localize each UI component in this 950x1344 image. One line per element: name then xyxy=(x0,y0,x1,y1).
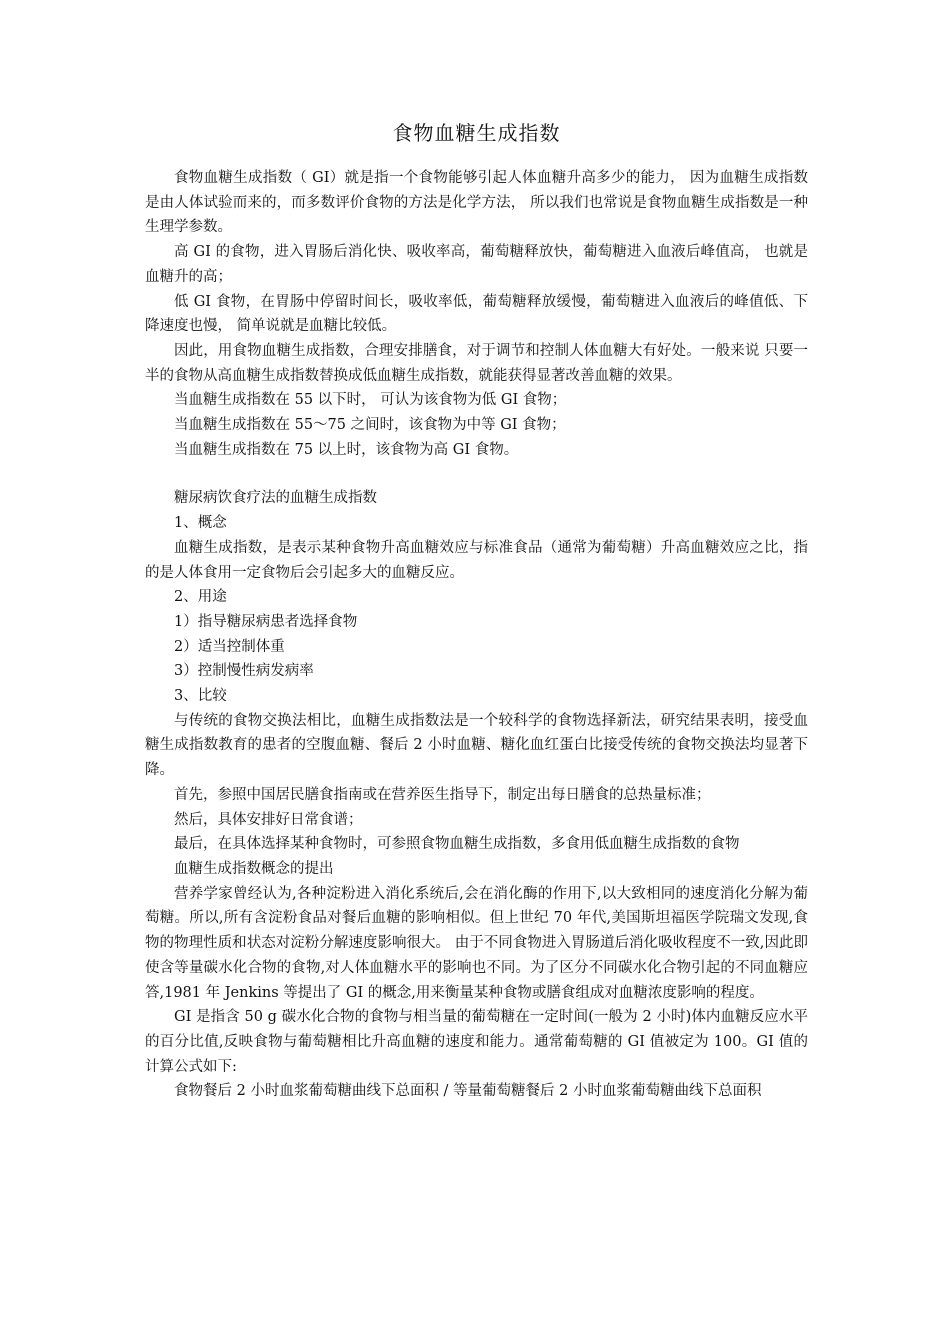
paragraph: 因此，用食物血糖生成指数，合理安排膳食，对于调节和控制人体血糖大有好处。一般来说 只要一半的食物从高血糖生成指数替换成低血糖生成指数，就能获得显著改善血糖的效果。 xyxy=(145,342,808,384)
paragraph: 高 GI 的食物，进入胃肠后消化快、吸收率高，葡萄糖释放快，葡萄糖进入血液后峰值高， 也就是血糖升的高； xyxy=(145,244,808,285)
document-page xyxy=(145,118,808,1104)
list-item: 3）控制慢性病发病率 xyxy=(174,663,314,680)
section-heading: 血糖生成指数概念的提出 xyxy=(174,860,334,877)
subsection-heading: 3、比较 xyxy=(174,688,227,705)
formula-paragraph: 食物餐后 2 小时血浆葡萄糖曲线下总面积 / 等量葡萄糖餐后 2 小时血浆葡萄糖曲线下总面积 xyxy=(174,1083,762,1100)
paragraph: 当血糖生成指数在 55 以下时， 可认为该食物为低 GI 食物； xyxy=(174,392,567,409)
paragraph: 食物血糖生成指数（ GI）就是指一个食物能够引起人体血糖升高多少的能力， 因为血糖生成指数是由人体试验而来的，而多数评价食物的方法是化学方法， 所以我们也常说是食物血糖生成指数是一种生理学参数。 xyxy=(145,170,808,236)
subsection-heading: 2、用途 xyxy=(174,589,227,606)
blank-line xyxy=(145,462,808,486)
paragraph: 营养学家曾经认为,各种淀粉进入消化系统后,会在消化酶的作用下,以大致相同的速度消化分解为葡萄糖。所以,所有含淀粉食品对餐后血糖的影响相似。但上世纪 70 年代,美国斯坦福医学院瑞文发现,食物的物理性质和状态对淀粉分解速度影响很大。 由于不同食物进入胃肠道后消化吸收程度不一致,因此即使含等量碳水化合物的食物,对人体血糖水平的影响也不同。为了区分不同碳水化合物引起的不同血糖应答,1981 年 Jenkins 等提出了 GI 的概念,用来衡量某种食物或膳食组成对血糖浓度影响的程度。 xyxy=(145,885,808,1001)
paragraph: 当血糖生成指数在 75 以上时，该食物为高 GI 食物。 xyxy=(174,441,519,458)
list-item: 1）指导糖尿病患者选择食物 xyxy=(174,613,358,630)
paragraph: 血糖生成指数，是表示某种食物升高血糖效应与标准食品（通常为葡萄糖）升高血糖效应之比，指的是人体食用一定食物后会引起多大的血糖反应。 xyxy=(145,539,808,581)
paragraph: 与传统的食物交换法相比，血糖生成指数法是一个较科学的食物选择新法，研究结果表明，接受血糖生成指数教育的患者的空腹血糖、餐后 2 小时血糖、糖化血红蛋白比接受传统的食物交换法均显著下降。 xyxy=(145,712,808,779)
paragraph: 首先，参照中国居民膳食指南或在营养医生指导下，制定出每日膳食的总热量标准； xyxy=(174,786,711,803)
subsection-heading: 1、概念 xyxy=(174,515,227,532)
list-item: 2）适当控制体重 xyxy=(174,638,285,655)
paragraph: 然后，具体安排好日常食谱； xyxy=(174,811,363,828)
paragraph: 最后，在具体选择某种食物时，可参照食物血糖生成指数，多食用低血糖生成指数的食物 xyxy=(174,836,740,853)
paragraph: 低 GI 食物，在胃肠中停留时间长，吸收率低，葡萄糖释放缓慢，葡萄糖进入血液后的峰值低、下降速度也慢， 简单说就是血糖比较低。 xyxy=(145,293,808,335)
section-heading: 糖尿病饮食疗法的血糖生成指数 xyxy=(174,490,377,507)
paragraph: 当血糖生成指数在 55～75 之间时，该食物为中等 GI 食物； xyxy=(174,417,566,434)
paragraph: GI 是指含 50 g 碳水化合物的食物与相当量的葡萄糖在一定时间(一般为 2 小时)体内血糖反应水平的百分比值,反映食物与葡萄糖相比升高血糖的速度和能力。通常葡萄糖的 GI 值被定为 100。GI 值的计算公式如下: xyxy=(145,1009,808,1075)
document-title: 食物血糖生成指数 xyxy=(392,121,561,145)
